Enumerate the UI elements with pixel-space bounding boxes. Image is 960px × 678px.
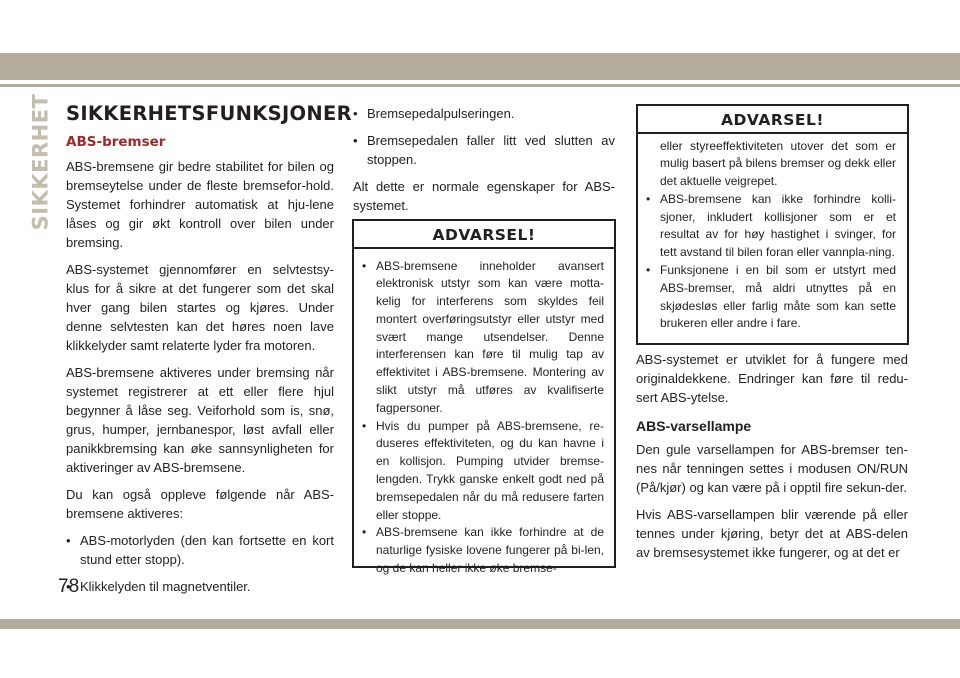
bullet-list (66, 531, 334, 596)
column-right (636, 350, 908, 570)
list-item: • Bremsepedalen faller litt ved slutten av stoppen. (353, 131, 615, 169)
header-band (0, 53, 960, 80)
page-title: SIKKERHETSFUNKSJONER (66, 102, 352, 125)
paragraph: ABS-systemet er utviklet for å fungere med originaldekkene. Endringer kan føre til redu-sert ABS-ytelse. (636, 352, 908, 405)
paragraph: Alt dette er normale egenskaper for ABS-systemet. (353, 179, 615, 213)
warning-box-continued (636, 104, 909, 345)
column-left (66, 102, 352, 604)
warning-item: • Funksjonene i en bil som er utstyrt med ABS-bremser, må aldri utnyttes på en skjødesløs eller farlig måte som kan sette brukeren eller andre i fare. (646, 262, 896, 333)
paragraph: Den gule varsellampen for ABS-bremser ten-nes når tenningen settes i modusen ON/RUN (På/kjør) og kan være på i opptil fire sekun-der. (636, 442, 908, 495)
warning-item: • ABS-bremsene kan ikke forhindre at de naturlige fysiske lovene fungerer på bi-len, og de kan heller ikke øke bremse- (362, 524, 604, 577)
paragraph: ABS-bremsene gir bedre stabilitet for bilen og bremseytelse under de fleste bremsefor-hold. Systemet forhindrer automatisk at hju-lene låses og gir økt kontroll over bilen under bremsing. (66, 159, 334, 250)
list-item: • ABS-motorlyden (den kan fortsette en kort stund etter stopp). (66, 531, 334, 569)
paragraph: ABS-bremsene aktiveres under bremsing når systemet registrerer at ett eller flere hjul begynner å låse seg. Veiforhold som is, snø, grus, humper, jernbanespor, løst avfall eller panikkbremsing kan øke sannsynligheten for aktiveringer av ABS-bremsene. (66, 365, 334, 475)
column-middle (353, 104, 615, 223)
warning-item: • Hvis du pumper på ABS-bremsene, re-duseres effektiviteten, og du kan havne i en kollisjon. Pumping utvider bremse-lengden. Trykk ganske enkelt godt ned på bremsepedalen når du må redusere farten eller stoppe. (362, 418, 604, 525)
section-tab-label: SIKKERHET (28, 93, 52, 231)
warning-heading: ADVARSEL! (721, 111, 824, 129)
warning-item: • ABS-bremsene kan ikke forhindre kolli-sjoner, inkludert kollisjoner som er et resultat av for høy hastighet i svinger, for tett avstand til bilen foran eller vannpla-ning. (646, 191, 896, 262)
header-rule (0, 84, 960, 87)
bullet-list (353, 104, 615, 169)
paragraph: Du kan også oppleve følgende når ABS-bremsene aktiveres: (66, 487, 334, 521)
list-item: • Klikkelyden til magnetventiler. (66, 577, 334, 596)
list-item: • Bremsepedalpulseringen. (353, 104, 615, 123)
warning-box (352, 219, 616, 576)
section-subtitle: ABS-bremser (66, 134, 166, 150)
section-tab (26, 93, 54, 231)
warning-list (354, 249, 614, 578)
warning-item: • ABS-bremsene inneholder avansert elektronisk utstyr som kan være motta-kelig for interferens som skyldes feil montert overføringsutstyr eller utstyr med svært mange utsendelser. Denne interferensen kan føre til mulig tap av effektivitet i ABS-bremsene. Montering av slikt utstyr må utføres av kvalifiserte fagpersoner. (362, 258, 604, 418)
warning-item: eller styreeffektiviteten utover det som er mulig basert på bilens bremser og dekk eller det aktuelle veigrepet. (660, 138, 896, 189)
paragraph: Hvis ABS-varsellampen blir værende på eller tennes under kjøring, betyr det at ABS-delen av bremsesystemet ikke fungerer, og at det er (636, 507, 908, 560)
section-subheading: ABS-varsellampe (636, 418, 752, 434)
page-number: 78 (58, 576, 80, 597)
footer-band (0, 619, 960, 629)
warning-heading: ADVARSEL! (432, 226, 536, 244)
paragraph: ABS-systemet gjennomfører en selvtestsy-klus for å sikre at det fungerer som det skal hver gang bilen startes og kjøres. Under denne selvtesten kan det høres noen lave klikkelyder samt relaterte lyder fra motoren. (66, 262, 334, 353)
warning-list (638, 134, 907, 334)
